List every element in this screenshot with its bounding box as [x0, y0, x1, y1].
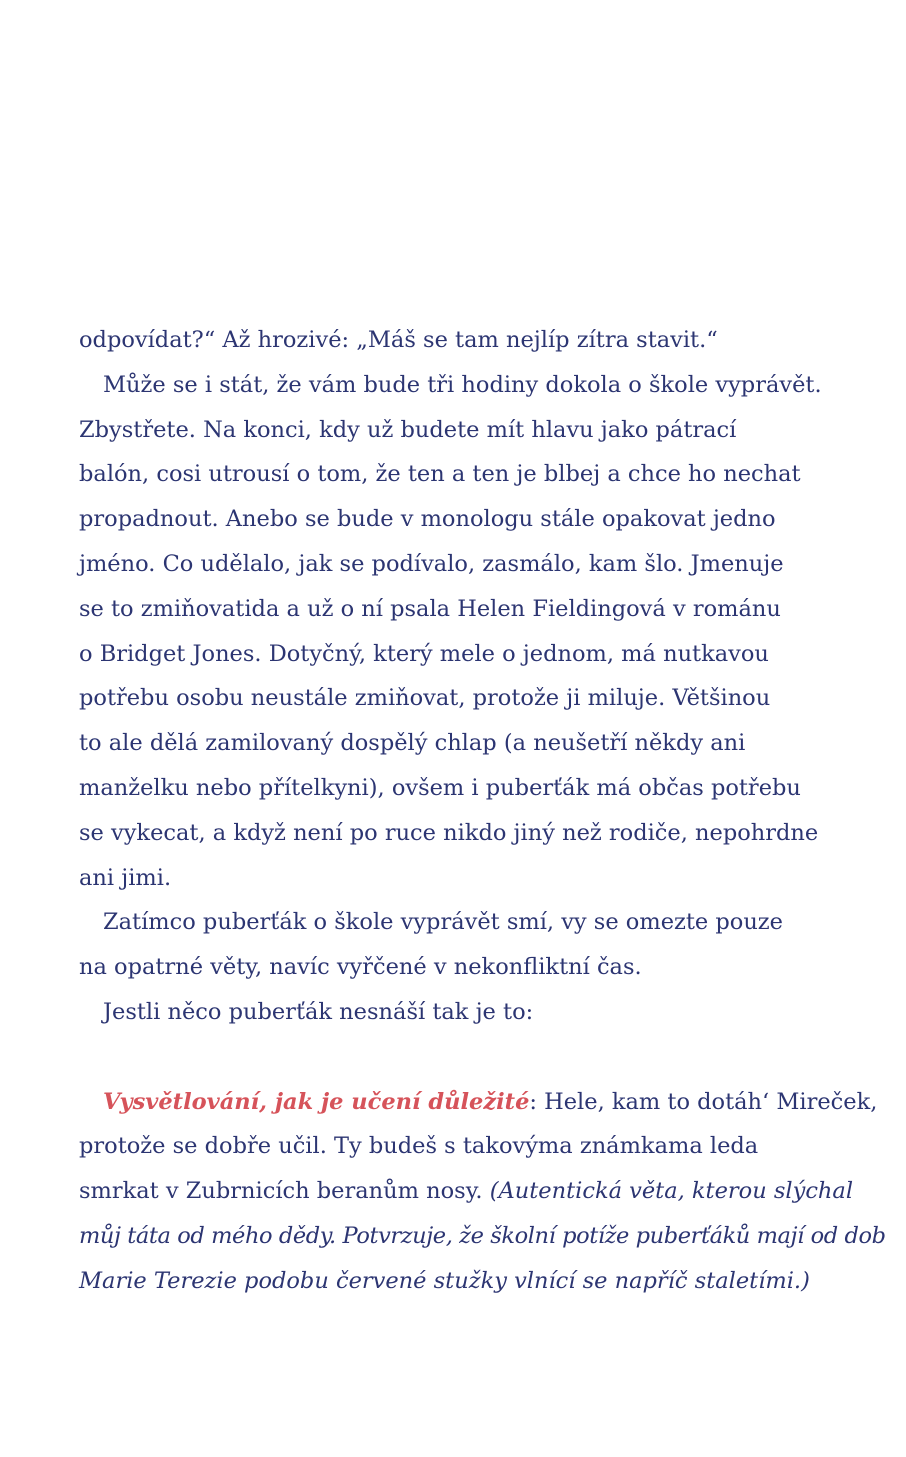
italic-note-line: můj táta od mého dědy. Potvrzuje, že školní potíže puberťáků mají od dob — [79, 1222, 886, 1249]
text-line: to ale dělá zamilovaný dospělý chlap (a neušetří někdy ani — [79, 730, 746, 757]
plain-text: smrkat v Zubrnicích beranům nosy. — [79, 1178, 490, 1205]
text-line: se to zmiňovatida a už o ní psala Helen Fieldingová v románu — [79, 595, 781, 622]
section-heading: Vysvětlování, jak je učení důležité — [103, 1088, 530, 1115]
text-line: Může se i stát, že vám bude tři hodiny dokola o škole vyprávět. — [103, 371, 822, 398]
section-heading-continuation: : Hele, kam to dotáh‘ Mireček, — [529, 1088, 878, 1115]
text-line: se vykecat, a když není po ruce nikdo jiný než rodiče, nepohrdne — [79, 819, 819, 846]
text-line: manželku nebo přítelkyni), ovšem i puberťák má občas potřebu — [79, 774, 801, 801]
italic-note: (Autentická věta, kterou slýchal — [489, 1178, 854, 1205]
text-line: Zbystřete. Na konci, kdy už budete mít hlavu jako pátrací — [79, 416, 737, 443]
text-line: na opatrné věty, navíc vyřčené v nekonfliktní čas. — [79, 954, 642, 981]
text-line: propadnout. Anebo se bude v monologu stále opakovat jedno — [79, 506, 776, 533]
text-line: jméno. Co udělalo, jak se podívalo, zasmálo, kam šlo. Jmenuje — [79, 550, 784, 577]
text-line: potřebu osobu neustále zmiňovat, protože ji miluje. Většinou — [79, 685, 771, 712]
text-line: ani jimi. — [79, 864, 172, 891]
text-line: protože se dobře učil. Ty budeš s takovýma známkama leda — [79, 1133, 759, 1160]
text-line: balón, cosi utrousí o tom, že ten a ten je blbej a chce ho nechat — [79, 461, 801, 488]
text-line: Jestli něco puberťák nesnáší tak je to: — [103, 998, 534, 1025]
italic-note-line: Marie Terezie podobu červené stužky vlnící se napříč staletími.) — [79, 1267, 810, 1294]
text-line: odpovídat?“ Až hrozivé: „Máš se tam nejlíp zítra stavit.“ — [79, 327, 718, 353]
paragraph-gap — [79, 1035, 839, 1080]
section-line-mixed — [79, 1169, 854, 1214]
section-first-line — [79, 1080, 878, 1125]
body-text — [79, 318, 886, 1304]
text-line: Zatímco puberťák o škole vyprávět smí, vy se omezte pouze — [103, 909, 783, 936]
text-line: o Bridget Jones. Dotyčný, který mele o jednom, má nutkavou — [79, 640, 769, 667]
